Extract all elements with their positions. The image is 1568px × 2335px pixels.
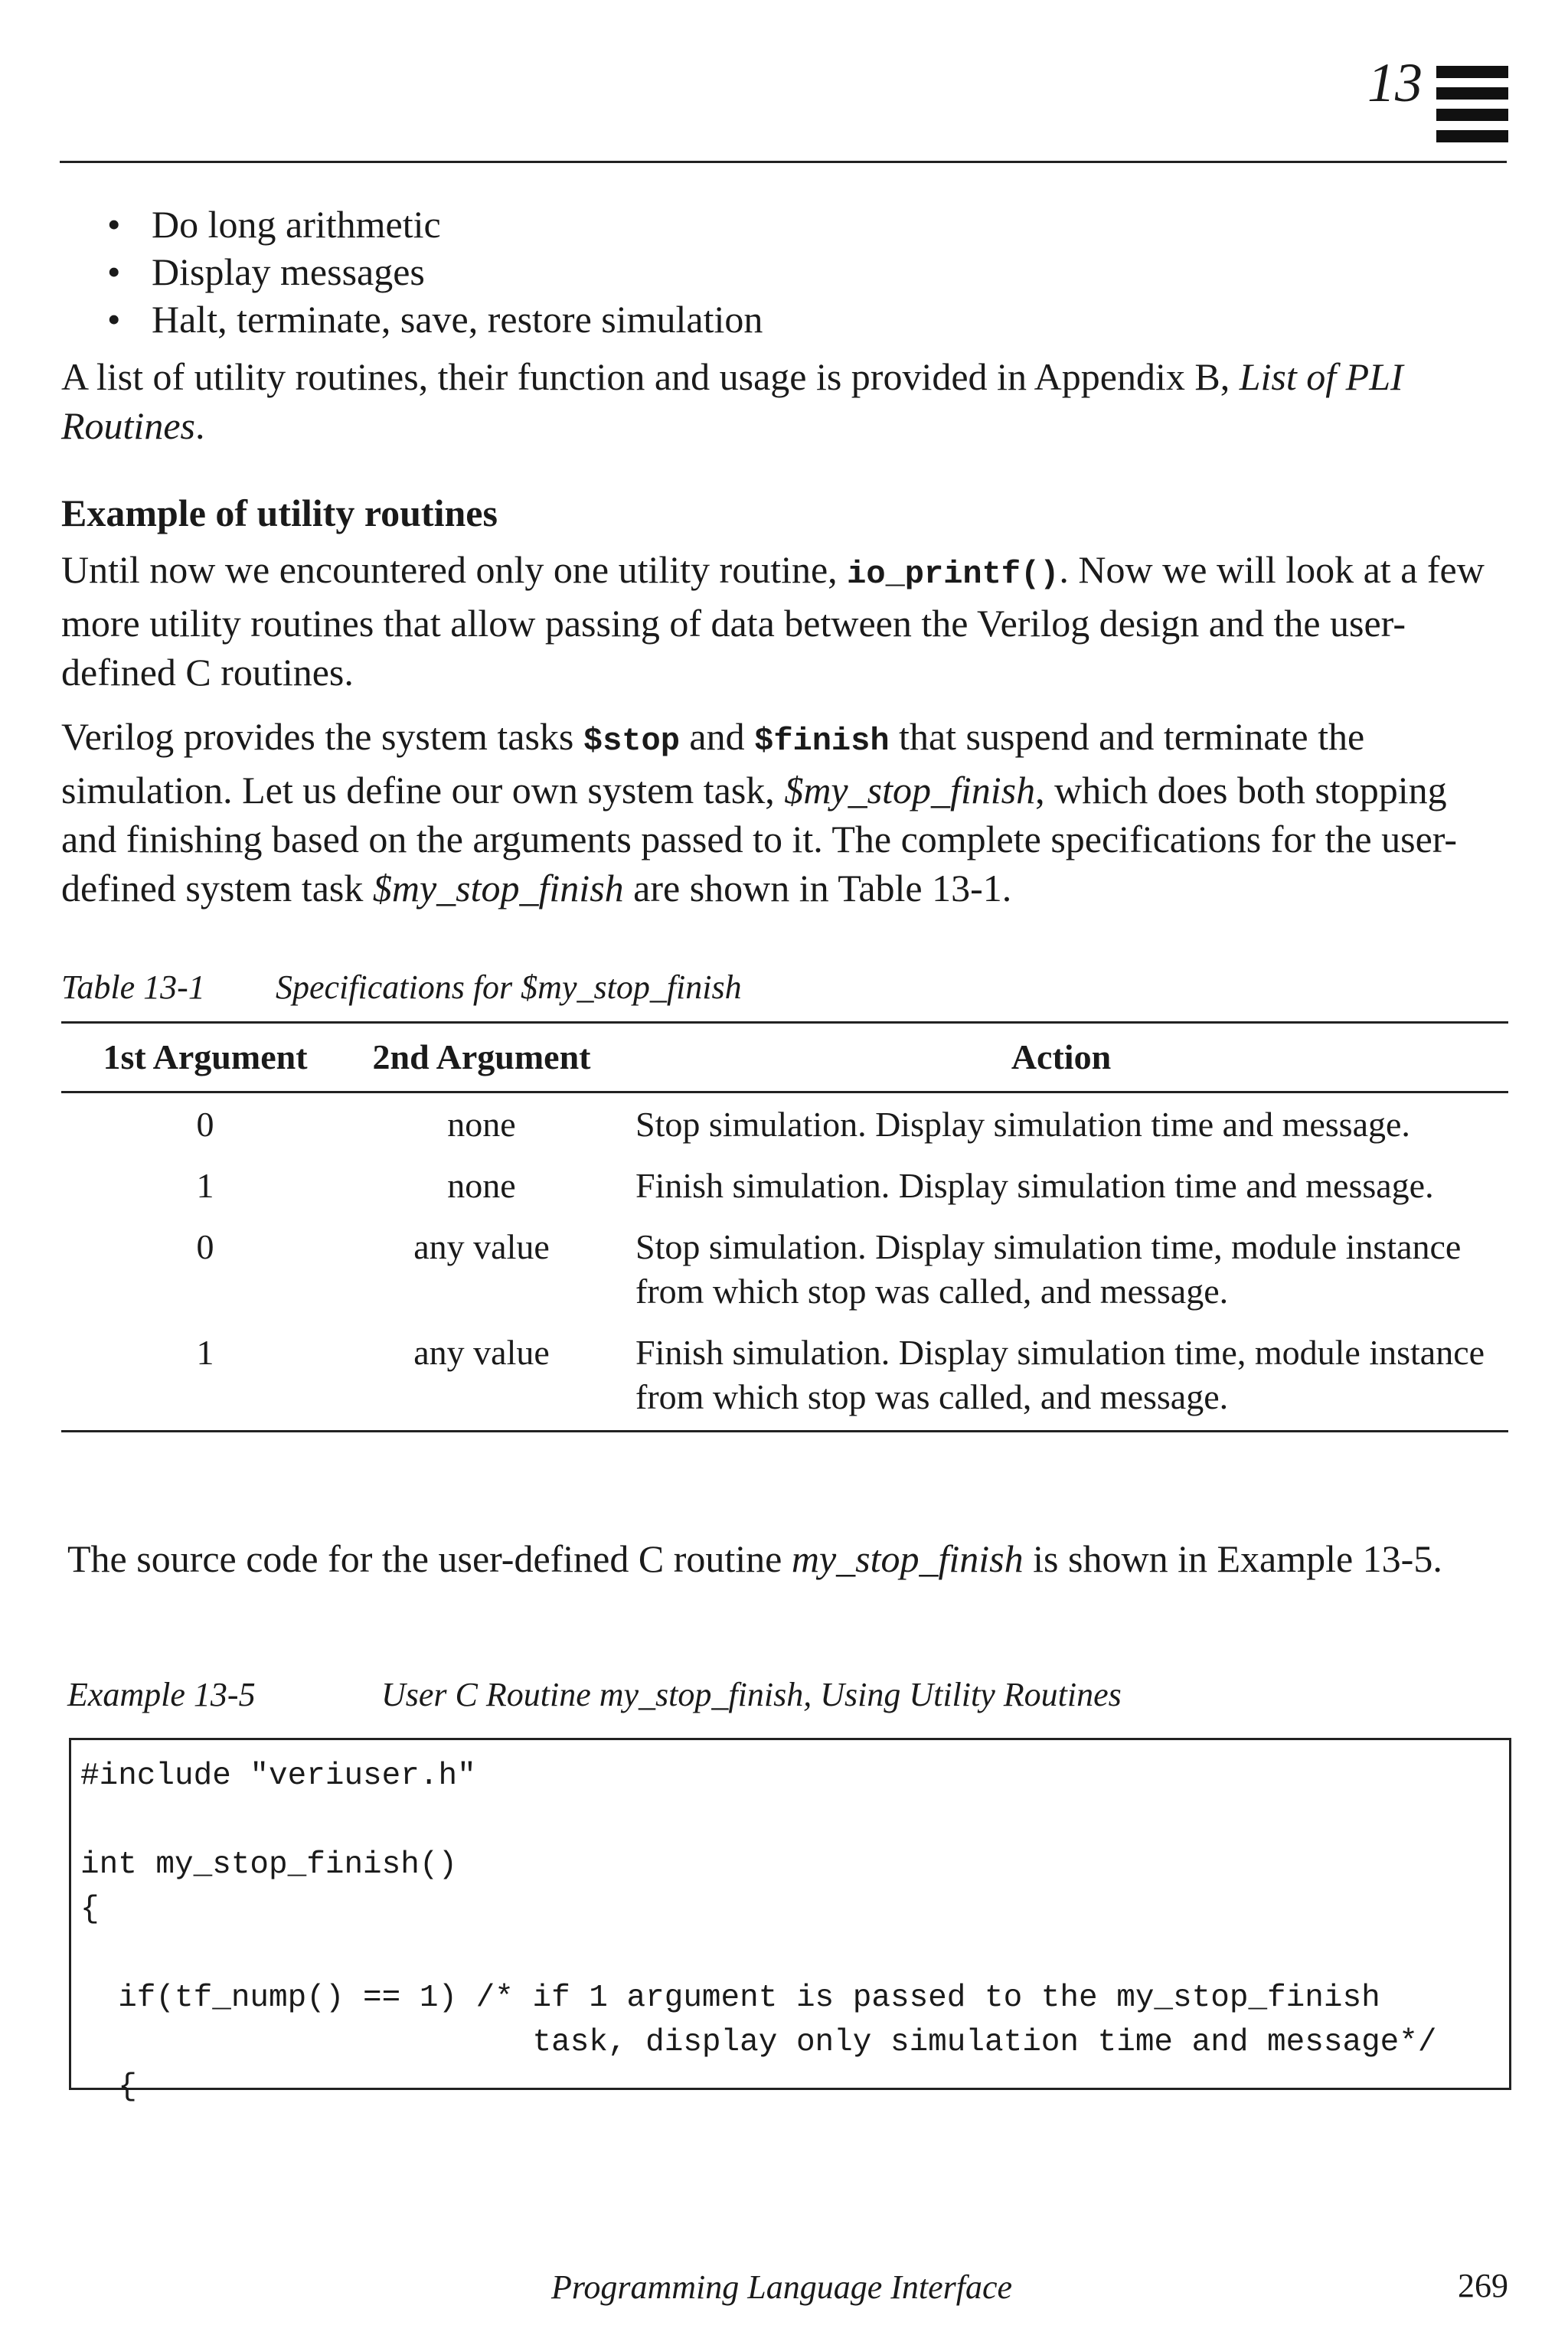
paragraph-end: .: [194, 404, 205, 447]
table-title: Specifications for $my_stop_finish: [276, 968, 742, 1006]
table-cell: none: [447, 1166, 516, 1205]
table-row: [61, 1216, 1508, 1321]
appendix-ref-title: List of PLI Routines: [61, 355, 1403, 447]
paragraph-text: Until now we encountered only one utility routine,: [61, 548, 848, 591]
table-cell: any value: [413, 1227, 550, 1266]
paragraph-text: A list of utility routines, their function and usage is provided in Appendix B,: [61, 355, 1240, 398]
table-cell: 0: [196, 1105, 214, 1144]
routine-name: my_stop_finish: [791, 1537, 1024, 1580]
paragraph-text: and: [679, 715, 755, 758]
paragraph-appendix: [61, 352, 1508, 450]
header-divider: [60, 161, 1507, 163]
table-cell: 1: [61, 1321, 349, 1432]
bullet-item: • Do long arithmetic: [107, 201, 763, 248]
bullet-item: • Display messages: [107, 248, 763, 296]
paragraph-verilog: [61, 712, 1508, 913]
code-line: if(tf_nump() == 1) /* if 1 argument is passed to the my_stop_finish: [80, 1981, 1380, 2016]
table-row: [61, 1321, 1508, 1432]
footer-title: Programming Language Interface: [551, 2268, 1013, 2306]
paragraph-text: are shown in Table 13-1.: [623, 867, 1012, 910]
inline-code: io_printf(): [847, 556, 1060, 593]
table-cell: Stop simulation. Display simulation time, module instance from which stop was called, and message.: [635, 1227, 1462, 1311]
inline-code-stop: $stop: [583, 723, 680, 759]
bullet-list: [107, 201, 763, 343]
column-header: Action: [614, 1023, 1508, 1092]
paragraph-text: that suspend and terminate the simulation. Let us define our own system task,: [61, 715, 1365, 812]
paragraph-text: The source code for the user-defined C routine: [67, 1537, 792, 1580]
example-number: Example 13-5: [67, 1676, 256, 1713]
table-caption: [61, 966, 742, 1009]
code-listing: [69, 1738, 1511, 2105]
chapter-number: 13: [1367, 52, 1423, 113]
code-line: int my_stop_finish(): [80, 1847, 458, 1883]
code-line: task, display only simulation time and message*/: [80, 2025, 1437, 2060]
chapter-tab-marker: [1436, 66, 1508, 152]
paragraph-source: [67, 1534, 1507, 1583]
table-cell: 1: [196, 1166, 214, 1205]
code-block: [71, 1740, 1509, 2109]
spec-table: [61, 1021, 1508, 1432]
code-line: {: [80, 1892, 100, 1927]
table-cell: none: [447, 1105, 516, 1144]
bullet-item: • Halt, terminate, save, restore simulation: [107, 296, 763, 343]
example-caption: [67, 1674, 1122, 1716]
table-cell: 0: [196, 1227, 214, 1266]
paragraph-text: Verilog provides the system tasks: [61, 715, 583, 758]
table-cell: Finish simulation. Display simulation time and message.: [635, 1166, 1434, 1205]
column-header: 1st Argument: [61, 1023, 349, 1092]
table-row: [61, 1092, 1508, 1155]
example-title: User C Routine my_stop_finish, Using Utility Routines: [381, 1676, 1122, 1713]
section-heading: Example of utility routines: [61, 491, 498, 534]
paragraph-text: . Now we will look at a few more utility routines that allow passing of data between the Verilog design and the user-defined C routines.: [61, 548, 1485, 694]
table-row: [61, 1154, 1508, 1216]
task-name: $my_stop_finish: [784, 769, 1036, 812]
table-cell: Finish simulation. Display simulation time, module instance from which stop was called, and message.: [614, 1321, 1508, 1432]
code-line: {: [80, 2069, 137, 2105]
table-cell: Stop simulation. Display simulation time and message.: [635, 1105, 1410, 1144]
paragraph-text: , which does both stopping and finishing based on the arguments passed to it. The complete specifications for the user-defined system task: [61, 769, 1458, 910]
task-name: $my_stop_finish: [372, 867, 624, 910]
table-header-row: [61, 1023, 1508, 1092]
paragraph-utility-intro: [61, 545, 1508, 697]
table-number: Table 13-1: [61, 968, 205, 1006]
inline-code-finish: $finish: [754, 723, 890, 759]
code-line: #include "veriuser.h": [80, 1759, 476, 1794]
column-header: 2nd Argument: [349, 1023, 614, 1092]
paragraph-text: is shown in Example 13-5.: [1023, 1537, 1442, 1580]
table-cell: any value: [349, 1321, 614, 1432]
page-number: 269: [1458, 2267, 1508, 2304]
